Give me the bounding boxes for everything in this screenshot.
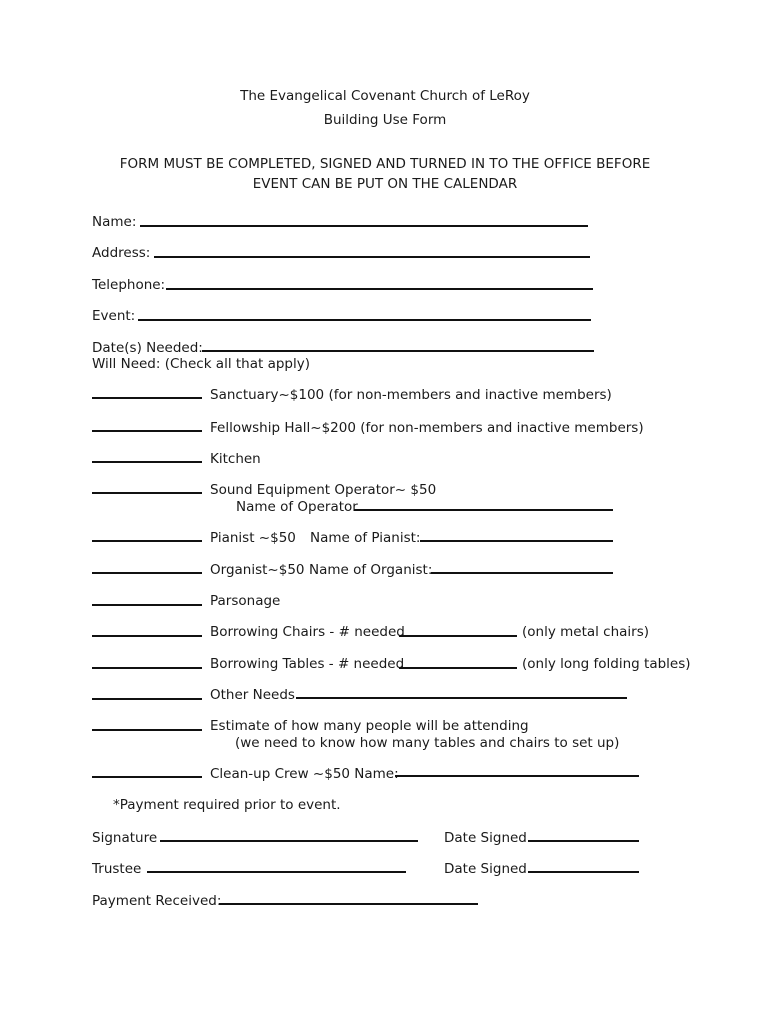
payment-received-label: Payment Received: xyxy=(92,893,222,909)
will-need-label: Will Need: (Check all that apply) xyxy=(92,356,310,372)
parsonage-check-line[interactable] xyxy=(92,604,202,606)
event-label: Event: xyxy=(92,308,136,324)
estimate-check-line[interactable] xyxy=(92,729,202,731)
cleanup-check-line[interactable] xyxy=(92,776,202,778)
date-signed-label-1: Date Signed xyxy=(444,830,527,846)
signature-label: Signature xyxy=(92,830,158,846)
other-check-line[interactable] xyxy=(92,698,202,700)
other-needs-label: Other Needs xyxy=(210,687,295,703)
trustee-label: Trustee xyxy=(92,861,142,877)
name-line[interactable] xyxy=(140,225,588,227)
pianist-name-label: Name of Pianist: xyxy=(310,530,421,546)
kitchen-label: Kitchen xyxy=(210,451,261,467)
organist-name-label: Name of Organist: xyxy=(309,562,433,578)
sanctuary-check-line[interactable] xyxy=(92,397,202,399)
dates-needed-label: Date(s) Needed: xyxy=(92,340,203,356)
cleanup-label: Clean-up Crew ~$50 Name: xyxy=(210,766,399,782)
address-label: Address: xyxy=(92,245,151,261)
date-signed-line-1[interactable] xyxy=(528,840,639,842)
instruction-line-2: EVENT CAN BE PUT ON THE CALENDAR xyxy=(252,176,518,192)
sanctuary-label: Sanctuary~$100 (for non-members and inactive members) xyxy=(210,387,612,403)
tables-note: (only long folding tables) xyxy=(522,656,691,672)
payment-received-line[interactable] xyxy=(219,903,478,905)
trustee-line[interactable] xyxy=(147,871,406,873)
parsonage-label: Parsonage xyxy=(210,593,281,609)
address-line[interactable] xyxy=(154,256,590,258)
chairs-check-line[interactable] xyxy=(92,635,202,637)
telephone-line[interactable] xyxy=(166,288,593,290)
dates-needed-line[interactable] xyxy=(202,350,594,352)
organist-check-line[interactable] xyxy=(92,572,202,574)
date-signed-label-2: Date Signed xyxy=(444,861,527,877)
name-label: Name: xyxy=(92,214,137,230)
estimate-note: (we need to know how many tables and chairs to set up) xyxy=(235,735,620,751)
fellowship-label: Fellowship Hall~$200 (for non-members and inactive members) xyxy=(210,420,644,436)
signature-line[interactable] xyxy=(160,840,418,842)
form-title: Building Use Form xyxy=(323,112,447,128)
chairs-label: Borrowing Chairs - # needed xyxy=(210,624,405,640)
pianist-check-line[interactable] xyxy=(92,540,202,542)
organist-label: Organist~$50 xyxy=(210,562,305,578)
estimate-label: Estimate of how many people will be attending xyxy=(210,718,529,734)
date-signed-line-2[interactable] xyxy=(528,871,639,873)
kitchen-check-line[interactable] xyxy=(92,461,202,463)
sound-operator-label: Name of Operator xyxy=(236,499,358,515)
instruction-line-1: FORM MUST BE COMPLETED, SIGNED AND TURNED IN TO THE OFFICE BEFORE xyxy=(119,156,651,172)
sound-operator-line[interactable] xyxy=(354,509,613,511)
payment-note: *Payment required prior to event. xyxy=(113,797,341,813)
event-line[interactable] xyxy=(138,319,591,321)
tables-count-line[interactable] xyxy=(399,667,517,669)
tables-check-line[interactable] xyxy=(92,667,202,669)
pianist-label: Pianist ~$50 xyxy=(210,530,296,546)
pianist-name-line[interactable] xyxy=(420,540,613,542)
chairs-note: (only metal chairs) xyxy=(522,624,650,640)
telephone-label: Telephone: xyxy=(92,277,166,293)
church-name: The Evangelical Covenant Church of LeRoy xyxy=(240,88,530,104)
fellowship-check-line[interactable] xyxy=(92,430,202,432)
sound-label: Sound Equipment Operator~ $50 xyxy=(210,482,437,498)
other-needs-line[interactable] xyxy=(296,697,627,699)
sound-check-line[interactable] xyxy=(92,492,202,494)
cleanup-name-line[interactable] xyxy=(395,775,639,777)
organist-name-line[interactable] xyxy=(431,572,613,574)
chairs-count-line[interactable] xyxy=(399,635,517,637)
tables-label: Borrowing Tables - # needed xyxy=(210,656,405,672)
